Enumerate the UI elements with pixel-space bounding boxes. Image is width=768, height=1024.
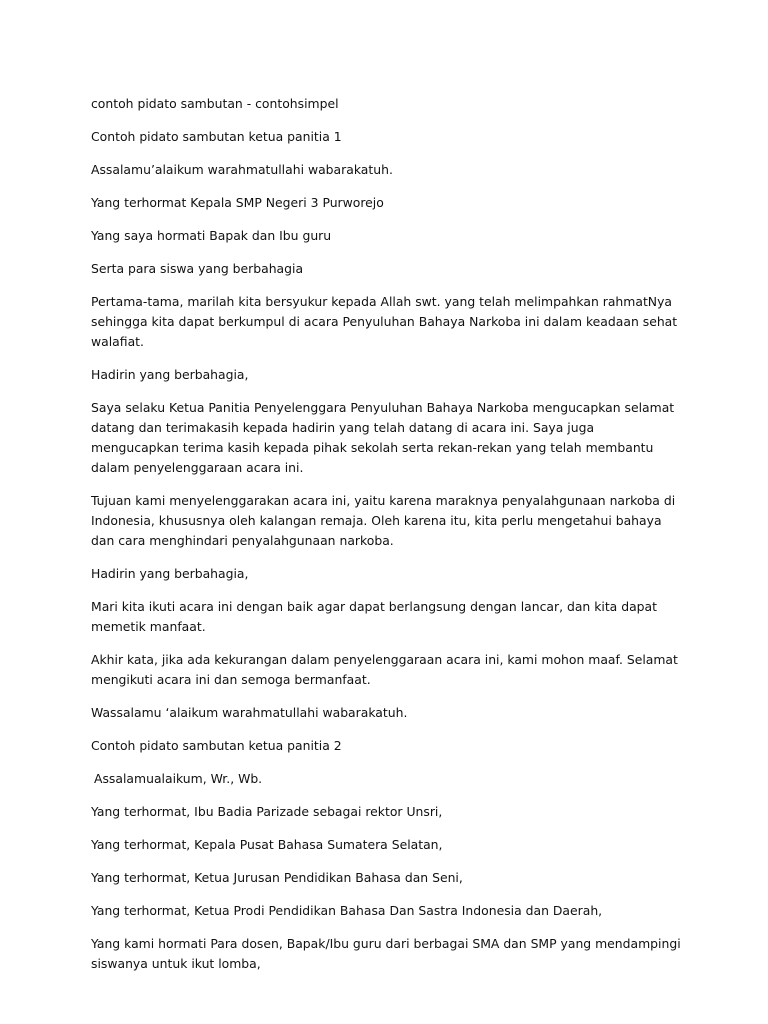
- paragraph-welcome: Saya selaku Ketua Panitia Penyelenggara Penyuluhan Bahaya Narkoba mengucapkan selamat datang dan terimakasih kepada hadirin yang telah datang di acara ini. Saya juga mengucapkan terima kasih kepada pihak sekolah serta rekan-rekan yang telah membantu dalam penyelenggaraan acara ini.: [91, 400, 675, 475]
- salutation-5: Yang terhormat, Kepala Pusat Bahasa Sumatera Selatan,: [91, 837, 443, 852]
- paragraph-invitation: Mari kita ikuti acara ini dengan baik agar dapat berlangsung dengan lancar, dan kita dapat memetik manfaat.: [91, 599, 657, 634]
- audience-address-2: Hadirin yang berbahagia,: [91, 566, 249, 581]
- audience-address-1: Hadirin yang berbahagia,: [91, 367, 249, 382]
- greeting-closing-1: Wassalamu ‘alaikum warahmatullahi wabarakatuh.: [91, 705, 408, 720]
- paragraph-gratitude: Pertama-tama, marilah kita bersyukur kepada Allah swt. yang telah melimpahkan rahmatNya sehingga kita dapat berkumpul di acara Penyuluhan Bahaya Narkoba ini dalam keadaan sehat walafiat.: [91, 294, 678, 349]
- salutation-1: Yang terhormat Kepala SMP Negeri 3 Purworejo: [91, 195, 384, 210]
- section-title-1: Contoh pidato sambutan ketua panitia 1: [91, 129, 342, 144]
- section-title-2: Contoh pidato sambutan ketua panitia 2: [91, 738, 342, 753]
- salutation-2: Yang saya hormati Bapak dan Ibu guru: [91, 228, 332, 243]
- document-header: contoh pidato sambutan - contohsimpel: [91, 96, 339, 111]
- salutation-6: Yang terhormat, Ketua Jurusan Pendidikan Bahasa dan Seni,: [91, 870, 463, 885]
- greeting-opening-1: Assalamu’alaikum warahmatullahi wabarakatuh.: [91, 162, 393, 177]
- paragraph-closing: Akhir kata, jika ada kekurangan dalam penyelenggaraan acara ini, kami mohon maaf. Selamat mengikuti acara ini dan semoga bermanfaat.: [91, 652, 678, 687]
- greeting-opening-2: Assalamualaikum, Wr., Wb.: [94, 771, 263, 786]
- salutation-8: Yang kami hormati Para dosen, Bapak/Ibu guru dari berbagai SMA dan SMP yang mendampingi siswanya untuk ikut lomba,: [91, 936, 681, 971]
- salutation-3: Serta para siswa yang berbahagia: [91, 261, 304, 276]
- salutation-7: Yang terhormat, Ketua Prodi Pendidikan Bahasa Dan Sastra Indonesia dan Daerah,: [91, 903, 603, 918]
- paragraph-purpose: Tujuan kami menyelenggarakan acara ini, yaitu karena maraknya penyalahgunaan narkoba di Indonesia, khususnya oleh kalangan remaja. Oleh karena itu, kita perlu mengetahui bahaya dan cara menghindari penyalahgunaan narkoba.: [91, 493, 676, 548]
- document-body: [91, 94, 681, 987]
- salutation-4: Yang terhormat, Ibu Badia Parizade sebagai rektor Unsri,: [91, 804, 443, 819]
